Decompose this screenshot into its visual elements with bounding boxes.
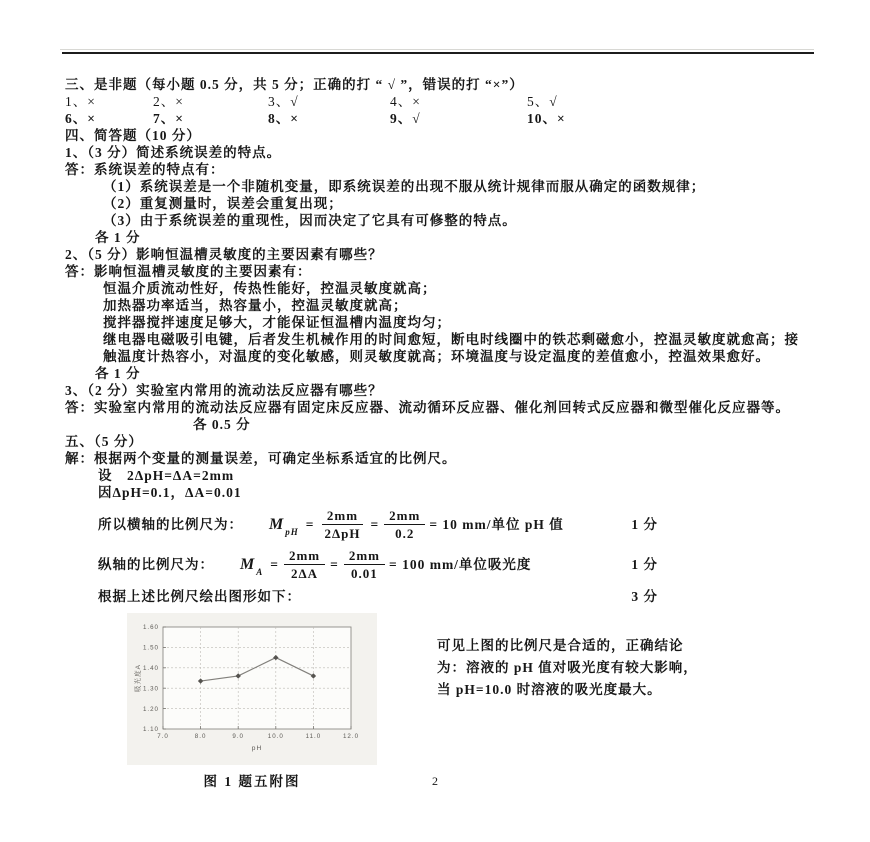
page-number: 2 — [432, 774, 438, 788]
fraction-denominator: 0.01 — [351, 566, 378, 581]
tf-answer-6: 6、× — [65, 111, 96, 126]
svg-text:1.10: 1.10 — [142, 726, 159, 734]
q2-factor-1: 恒温介质流动性好，传热性能好，控温灵敏度就高； — [103, 281, 437, 296]
section3-heading: 三、是非题（每小题 0.5 分，共 5 分；正确的打 “ √ ”，错误的打 “×”） — [65, 77, 524, 92]
svg-text:9.0: 9.0 — [232, 733, 245, 740]
formula2-math — [240, 548, 531, 581]
solution-intro: 解：根据两个变量的测量误差，可确定坐标系适宜的比例尺。 — [65, 451, 457, 466]
formula2-score: 1 分 — [631, 557, 658, 572]
svg-text:1.30: 1.30 — [142, 685, 159, 693]
header-rule-faint — [60, 49, 814, 50]
q1-point-1: （1）系统误差是一个非随机变量，即系统误差的出现不服从统计规律而服从确定的函数规律； — [103, 179, 706, 194]
q2-factor-4: 继电器电磁吸引电键，后者发生机械作用的时间愈短，断电时线圈中的铁芯剩磁愈小，控温灵敏度就愈高；接触温度计热容小，对温度的变化敏感，则灵敏度就高；环境温度与设定温度的差值愈小，控温效果愈好。 — [103, 332, 799, 364]
header-rule — [62, 52, 814, 54]
svg-text:吸光度A: 吸光度A — [135, 663, 142, 693]
tf-answer-3: 3、√ — [268, 94, 299, 109]
q2-factor-3: 搅拌器搅拌速度足够大，才能保证恒温槽内温度均匀； — [103, 315, 451, 330]
svg-text:11.0: 11.0 — [305, 733, 322, 740]
tf-answer-8: 8、× — [268, 111, 299, 126]
conclusion-line-2: 为：溶液的 pH 值对吸光度有较大影响， — [437, 660, 698, 675]
svg-text:7.0: 7.0 — [157, 733, 169, 740]
tf-answer-1: 1、× — [65, 94, 96, 109]
figure-column — [127, 613, 377, 790]
q1-answer-intro: 答：系统误差的特点有： — [65, 162, 225, 177]
tf-answer-2: 2、× — [153, 94, 184, 109]
formula2-variable: M — [240, 556, 256, 573]
q3-title: 3、（2 分）实验室内常用的流动法反应器有哪些？ — [65, 383, 383, 398]
q2-score-note: 各 1 分 — [95, 366, 141, 381]
svg-text:1.50: 1.50 — [142, 644, 159, 652]
formula-horizontal-scale — [98, 508, 658, 541]
truefalse-row-1 — [65, 93, 812, 110]
formula2-label: 纵轴的比例尺为： — [98, 557, 214, 572]
assumption-line: 设 2ΔpH=ΔA=2mm — [98, 468, 235, 483]
draw-score: 3 分 — [631, 589, 658, 604]
section5-heading: 五、（5 分） — [65, 434, 143, 449]
q1-title: 1、（3 分）简述系统误差的特点。 — [65, 145, 282, 160]
formula1-variable: M — [269, 516, 285, 533]
fraction-denominator: 2ΔA — [291, 566, 319, 581]
formula1-math — [269, 508, 564, 541]
fraction-denominator: 2ΔpH — [324, 526, 361, 541]
formula1-subscript: pH — [285, 527, 299, 537]
q2-title: 2、（5 分）影响恒温槽灵敏度的主要因素有哪些？ — [65, 247, 383, 262]
figure-chart — [127, 613, 377, 765]
conclusion-line-3: 当 pH=10.0 时溶液的吸光度最大。 — [437, 682, 662, 697]
formula2-fraction-1 — [284, 548, 325, 581]
svg-text:1.40: 1.40 — [142, 665, 159, 672]
truefalse-row-2 — [65, 110, 812, 127]
section4-heading: 四、简答题（10 分） — [65, 128, 201, 143]
svg-text:8.0: 8.0 — [194, 733, 207, 740]
tf-answer-7: 7、× — [153, 111, 184, 126]
q3-score-note: 各 0.5 分 — [193, 417, 251, 432]
q2-answer-intro: 答：影响恒温槽灵敏度的主要因素有： — [65, 264, 312, 279]
q1-score-note: 各 1 分 — [95, 230, 141, 245]
conclusion-text — [437, 635, 782, 790]
equals-sign: = — [305, 517, 315, 532]
formula1-result: = 10 mm/单位 pH 值 — [429, 517, 564, 532]
q1-point-3: （3）由于系统误差的重现性，因而决定了它具有可修整的特点。 — [103, 213, 517, 228]
formula2-subscript: A — [256, 567, 264, 577]
fraction-denominator: 0.2 — [395, 526, 415, 541]
q1-point-2: （2）重复测量时，误差会重复出现； — [103, 196, 343, 211]
tf-answer-5: 5、√ — [527, 94, 558, 109]
formula1-score: 1 分 — [631, 517, 658, 532]
formula1-fraction-2 — [384, 508, 425, 541]
q2-factor-2: 加热器功率适当，热容量小，控温灵敏度就高； — [103, 298, 408, 313]
svg-text:12.0: 12.0 — [342, 733, 360, 740]
svg-text:1.60: 1.60 — [142, 624, 159, 632]
tf-answer-4: 4、× — [390, 94, 421, 109]
fraction-numerator: 2mm — [384, 508, 425, 525]
fraction-numerator: 2mm — [284, 548, 325, 565]
equals-sign: = — [270, 557, 279, 572]
figure-chart-svg — [131, 619, 369, 761]
figure-caption: 图 1 题五附图 — [203, 774, 301, 789]
given-line: 因ΔpH=0.1，ΔA=0.01 — [98, 485, 242, 500]
fraction-numerator: 2mm — [322, 508, 363, 525]
draw-note: 根据上述比例尺绘出图形如下： — [98, 589, 301, 604]
tf-answer-9: 9、√ — [390, 111, 421, 126]
formula1-fraction-1 — [319, 508, 365, 541]
conclusion-line-1: 可见上图的比例尺是合适的，正确结论 — [437, 638, 684, 653]
q3-answer: 答：实验室内常用的流动法反应器有固定床反应器、流动循环反应器、催化剂回转式反应器和微型催化反应器等。 — [65, 400, 790, 415]
fraction-numerator: 2mm — [344, 548, 385, 565]
draw-instruction-row — [98, 588, 658, 605]
svg-text:10.0: 10.0 — [267, 733, 284, 740]
figure-zone — [65, 613, 812, 790]
equals-sign: = — [370, 517, 380, 532]
formula2-fraction-2 — [344, 548, 385, 581]
formula-vertical-scale — [98, 548, 658, 581]
document-content — [65, 76, 812, 790]
svg-text:1.20: 1.20 — [142, 705, 159, 713]
formula2-result: = 100 mm/单位吸光度 — [389, 557, 532, 572]
svg-text:pH: pH — [251, 745, 263, 752]
tf-answer-10: 10、× — [527, 111, 566, 126]
equals-sign: = — [330, 557, 339, 572]
formula1-label: 所以横轴的比例尺为： — [98, 517, 243, 532]
